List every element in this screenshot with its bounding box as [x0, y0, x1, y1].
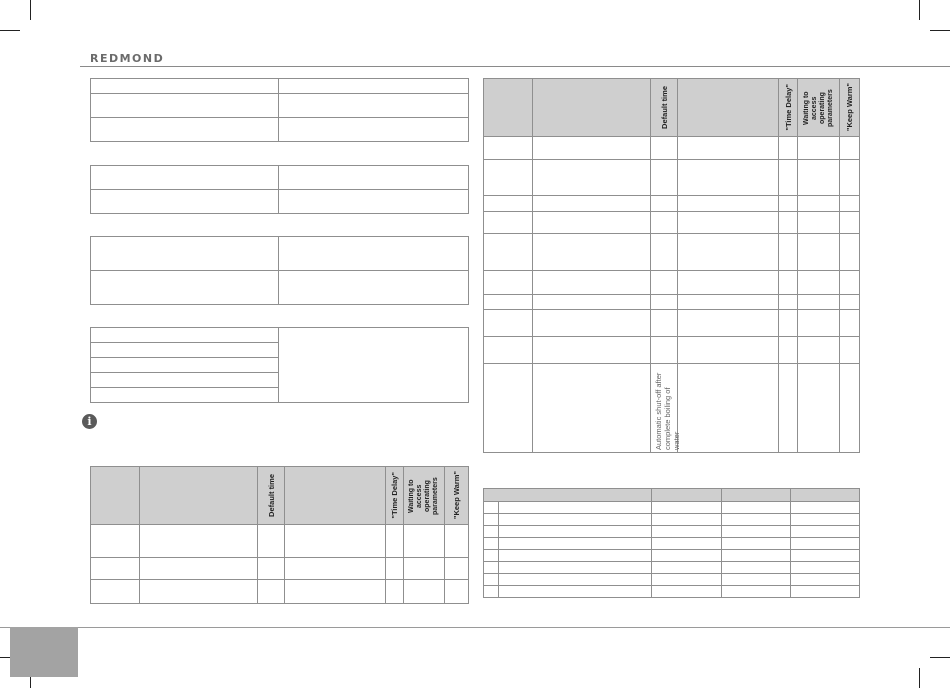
- page-number-block: [10, 627, 78, 677]
- header-waiting: Waiting to access operating parameters: [408, 476, 439, 515]
- header-cell: [404, 467, 445, 525]
- header-default-time: Default time: [659, 86, 669, 129]
- header-time-delay: "Time Delay": [390, 472, 399, 519]
- header-cell: [91, 467, 140, 525]
- left-table-3: [90, 236, 469, 305]
- header-cell: [779, 79, 798, 137]
- header-cell: [651, 79, 678, 137]
- header-cell: [484, 489, 652, 502]
- left-table-2: [90, 165, 469, 214]
- header-rule: [80, 66, 950, 67]
- left-table-4: [90, 327, 469, 403]
- header-keep-warm: "Keep Warm": [845, 83, 854, 132]
- header-default-time: Default time: [266, 474, 276, 517]
- right-small-table: [483, 488, 860, 598]
- brand-logo: REDMOND: [90, 52, 165, 65]
- crop-mark: [919, 668, 920, 688]
- right-program-table: [483, 78, 860, 453]
- header-cell: [652, 489, 722, 502]
- header-cell: [798, 79, 840, 137]
- header-time-delay: "Time Delay": [783, 84, 793, 131]
- left-program-table: [90, 466, 469, 604]
- header-keep-warm: "Keep Warm": [452, 471, 461, 520]
- header-cell: [678, 79, 779, 137]
- auto-shutoff-note: Automatic shut-off after complete boiling of water: [654, 372, 681, 450]
- header-cell: [386, 467, 404, 525]
- header-cell: [791, 489, 860, 502]
- header-cell: [722, 489, 791, 502]
- header-cell: [840, 79, 860, 137]
- header-cell: [533, 79, 651, 137]
- header-waiting: Waiting to access operating parameters: [802, 88, 834, 127]
- info-icon: i: [82, 414, 97, 429]
- crop-mark: [0, 30, 20, 31]
- left-table-1: [90, 78, 469, 142]
- crop-mark: [930, 30, 950, 31]
- header-cell: [484, 79, 533, 137]
- crop-mark: [919, 0, 920, 20]
- crop-mark: [930, 657, 950, 658]
- header-cell: [140, 467, 258, 525]
- crop-mark: [30, 0, 31, 20]
- header-cell: [258, 467, 285, 525]
- header-cell: [445, 467, 469, 525]
- header-cell: [285, 467, 386, 525]
- footer-rule: [0, 627, 950, 628]
